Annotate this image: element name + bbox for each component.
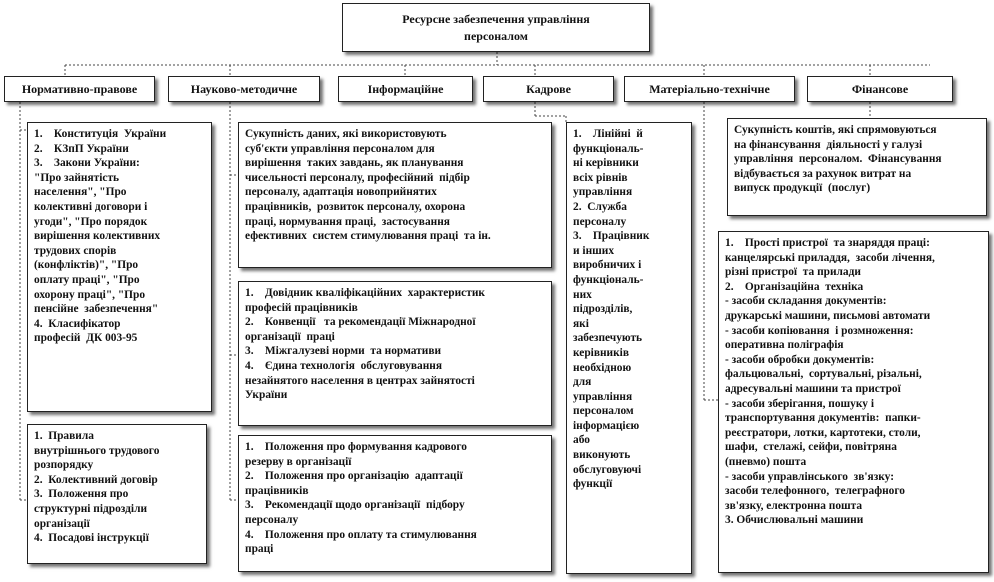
normative-box-1-line: професій ДК 003-95 <box>34 332 138 345</box>
normative-box-1-line: "Про зайнятість <box>34 171 120 184</box>
personnel-box-1-line: забезпечують <box>573 332 643 345</box>
material-box-1-line: різні пристрої та прилади <box>725 266 861 279</box>
information-box-1-line: чисельності персоналу, професійний підбір <box>245 171 470 184</box>
personnel-box-1-line: функціональ- <box>573 142 644 155</box>
personnel-box-1-line: виробничих і <box>573 259 642 272</box>
information-box-1-line: суб'єкти управління персоналом для <box>245 142 435 155</box>
personnel-box-1-line: необхідною <box>573 361 632 374</box>
material-box-1-line: засоби телефонного, телеграфного <box>725 485 905 498</box>
information-box-3-line: 4. Положення про оплату та стимулювання <box>245 528 477 541</box>
information-box-2-line: 2. Конвенції та рекомендації Міжнародної <box>245 316 476 329</box>
finance-box-1-line: Сукупність коштів, які спрямовуються <box>734 124 937 136</box>
material-box-1-line: зв'язку, електронна пошта <box>725 499 863 512</box>
material-box-1-line: канцелярські приладдя, засоби лічення, <box>725 251 935 264</box>
personnel-box-1-line: и інших <box>573 244 615 257</box>
information-box-2 <box>238 281 552 426</box>
normative-box-2-line: розпорядку <box>34 459 94 472</box>
material-box-1-line: друкарські машини, письмові автомати <box>725 309 931 322</box>
normative-box-1-line: вирішення колективних <box>34 230 161 243</box>
personnel-box-1-line: управління <box>573 186 633 199</box>
category-scientific <box>168 76 320 102</box>
information-box-2-line: професій працівників <box>245 301 358 314</box>
information-box-1-line: працівників, розвиток персоналу, охорона <box>245 200 466 213</box>
information-box-1-line: персоналу, адаптація новоприйнятих <box>245 186 437 199</box>
finance-box-1-line: відбувається за рахунок витрат на <box>734 167 912 180</box>
material-box-1-line: 1. Прості пристрої та знаряддя праці: <box>725 237 930 249</box>
normative-box-1 <box>27 122 212 412</box>
personnel-box-1-line: ні керівники <box>573 157 639 170</box>
root-title-line-1: Ресурсне забезпечення управління <box>402 11 590 26</box>
root-title-line-2: персоналом <box>464 28 528 43</box>
normative-box-1-line: охорону праці", "Про <box>34 288 146 301</box>
information-box-1 <box>238 122 552 268</box>
material-box-1-line: - засоби зберігання, пошуку і <box>725 397 874 410</box>
category-information-label: Інформаційне <box>367 81 444 96</box>
category-personnel-label: Кадрове <box>526 81 571 96</box>
finance-box-1-line: управління персоналом. Фінансування <box>734 153 942 166</box>
personnel-box-1-line: керівників <box>573 346 629 359</box>
finance-box-1-line: на фінансування діяльності у галузі <box>734 138 923 151</box>
information-box-3-line: 1. Положення про формування кадрового <box>245 441 468 453</box>
material-box-1-line: 3. Обчислювальні машини <box>725 514 864 527</box>
category-personnel <box>483 76 614 102</box>
personnel-box-1-line: виконують <box>573 449 631 462</box>
personnel-box-1 <box>566 122 692 574</box>
information-box-3-line: працівників <box>245 484 309 497</box>
normative-box-1-line: трудових спорів <box>34 244 117 257</box>
information-box-2-line: України <box>245 389 288 402</box>
information-box-1-line: Сукупність даних, які використовують <box>245 128 447 140</box>
normative-box-2-line: структурні підрозділи <box>34 502 148 515</box>
information-box-2-line: 3. Міжгалузеві норми та нормативи <box>245 345 442 358</box>
normative-box-1-line: (конфліктів)", "Про <box>34 259 139 272</box>
normative-box-2-line: 2. Колективний договір <box>34 473 158 486</box>
information-box-1-line: вирішення таких завдань, як планування <box>245 157 464 170</box>
material-box-1-line: 2. Організаційна техніка <box>725 280 864 293</box>
material-box-1-line: - засоби обробки документів: <box>725 353 875 366</box>
information-box-2-line: організації праці <box>245 330 335 343</box>
normative-box-2-line: внутрішнього трудового <box>34 444 160 457</box>
information-box-2-line: незайнятого населення в центрах зайнятості <box>245 374 475 387</box>
finance-box-1 <box>727 118 987 216</box>
information-box-3-line: 2. Положення про організацію адаптації <box>245 470 463 483</box>
personnel-box-1-line: які <box>573 317 589 330</box>
category-material-label: Матеріально-технічне <box>649 81 770 96</box>
material-box-1 <box>718 231 989 573</box>
personnel-box-1-line: функціональ- <box>573 273 644 286</box>
normative-box-2-line: організації <box>34 517 90 530</box>
personnel-box-1-line: 3. Працівник <box>573 230 650 243</box>
information-box-3 <box>238 435 552 572</box>
material-box-1-line: - засоби управлінського зв'язку: <box>725 470 895 483</box>
normative-box-1-line: 1. Конституція України <box>34 128 167 140</box>
normative-box-2-line: 1. Правила <box>34 430 94 442</box>
finance-box-1-line: випуск продукції (послуг) <box>734 182 871 195</box>
information-box-1-line: праці, нормування праці, застосування <box>245 215 450 228</box>
information-box-1-line: ефективних систем стимулювання праці та ін. <box>245 230 491 243</box>
normative-box-1-line: колективні договори і <box>34 200 148 213</box>
normative-box-2 <box>27 424 207 564</box>
material-box-1-line: - засоби складання документів: <box>725 295 887 308</box>
material-box-1-line: (пневмо) пошта <box>725 455 807 468</box>
personnel-box-1-line: інформацією <box>573 419 640 432</box>
category-material <box>624 76 795 102</box>
material-box-1-line: оперативна поліграфія <box>725 339 844 352</box>
category-scientific-label: Науково-методичне <box>190 81 298 96</box>
personnel-box-1-line: управління <box>573 390 633 403</box>
material-box-1-line: реєстратори, лотки, картотеки, столи, <box>725 426 921 439</box>
information-box-2-line: 4. Єдина технологія обслуговування <box>245 359 443 372</box>
normative-box-1-line: оплату праці", "Про <box>34 273 140 286</box>
personnel-box-1-line: для <box>573 376 592 389</box>
personnel-box-1-line: обслуговуючі <box>573 463 642 476</box>
information-box-3-line: персоналу <box>245 513 299 526</box>
material-box-1-line: шафи, стелажі, сейфи, повітряна <box>725 441 897 454</box>
category-finance <box>807 76 953 102</box>
normative-box-1-line: 3. Закони України: <box>34 157 140 170</box>
material-box-1-line: адресувальні машини та пристрої <box>725 382 901 395</box>
personnel-box-1-line: всіх рівнів <box>573 171 628 184</box>
root-box <box>342 3 650 52</box>
personnel-box-1-line: них <box>573 288 592 301</box>
category-normative <box>4 76 155 102</box>
normative-box-1-line: угоди", "Про порядок <box>34 215 148 228</box>
personnel-box-1-line: персоналом <box>573 405 634 418</box>
personnel-box-1-line: 2. Служба <box>573 200 627 213</box>
material-box-1-line: фальцювальні, сортувальні, різальні, <box>725 368 922 381</box>
personnel-box-1-line: або <box>573 434 590 447</box>
personnel-box-1-line: персоналу <box>573 215 627 228</box>
material-box-1-line: транспортування документів: папки- <box>725 412 921 425</box>
personnel-box-1-line: підрозділів, <box>573 303 633 316</box>
personnel-box-1-line: функції <box>573 478 613 491</box>
normative-box-1-line: пенсійне забезпечення" <box>34 303 159 316</box>
information-box-2-line: 1. Довідник кваліфікаційних характеристик <box>245 287 485 299</box>
material-box-1-line: - засоби копіювання і розмноження: <box>725 324 914 337</box>
information-box-3-line: праці <box>245 543 274 556</box>
category-finance-label: Фінансове <box>851 81 909 96</box>
information-box-3-line: 3. Рекомендації щодо організації підбору <box>245 499 465 512</box>
normative-box-2-line: 3. Положення про <box>34 488 129 501</box>
normative-box-1-line: 4. Класифікатор <box>34 317 121 330</box>
normative-box-1-line: населення", "Про <box>34 186 127 199</box>
normative-box-1-line: 2. КЗпП України <box>34 142 129 155</box>
personnel-box-1-line: 1. Лінійні й <box>573 128 643 140</box>
category-information <box>338 76 473 102</box>
category-normative-label: Нормативно-правове <box>21 81 138 96</box>
information-box-3-line: резерву в організації <box>245 455 352 468</box>
normative-box-2-line: 4. Посадові інструкції <box>34 532 149 545</box>
